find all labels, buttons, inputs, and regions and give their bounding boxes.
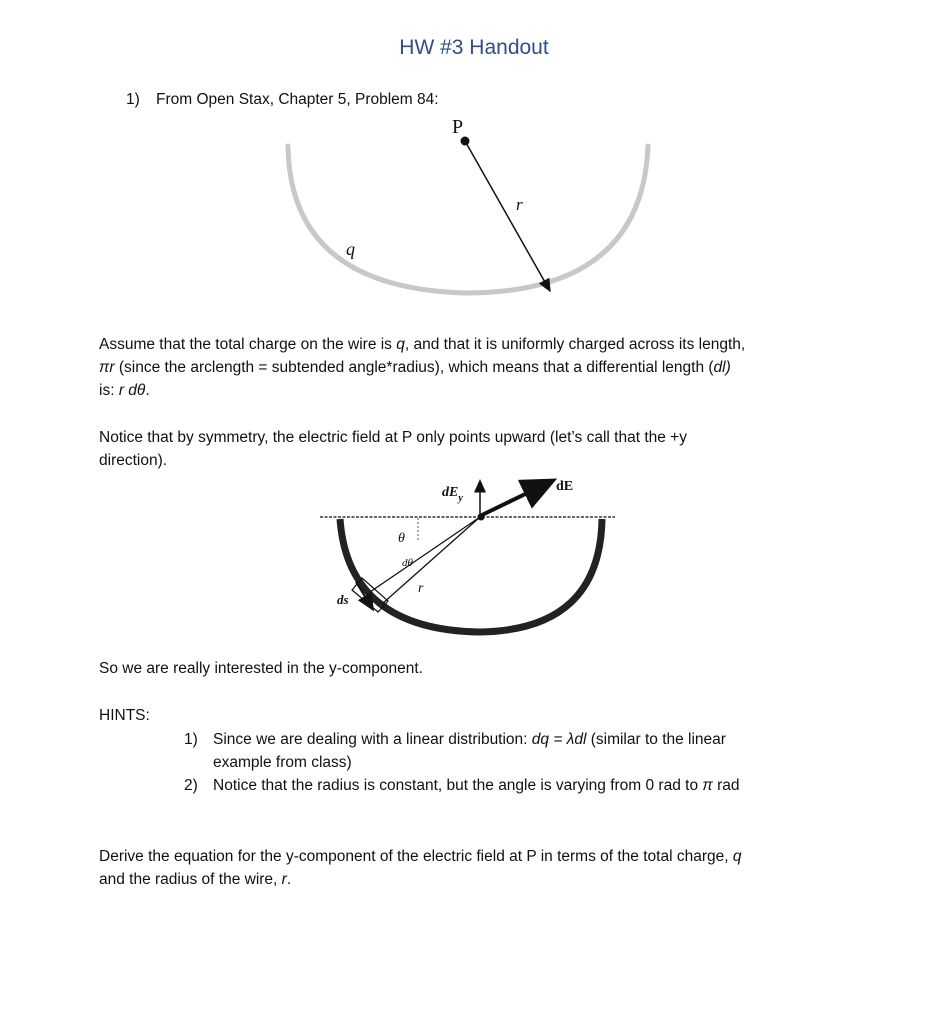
charge-label: q xyxy=(346,239,355,259)
dEy-label: $dE_y$ xyxy=(442,485,463,504)
hint-2-text: Notice that the radius is constant, but the angle is varying from 0 rad to π rad xyxy=(213,777,740,794)
dE-arrow xyxy=(482,482,550,515)
radius-arrow xyxy=(465,141,550,291)
theta-label: θ xyxy=(398,531,405,546)
hint-2-number: 2) xyxy=(184,777,198,794)
radius-line-2 xyxy=(382,517,480,604)
derive-line-1: Derive the equation for the y-component of the electric field at P in terms of the total charge, q xyxy=(99,848,742,865)
problem-heading: From Open Stax, Chapter 5, Problem 84: xyxy=(156,91,439,108)
hint-1-line-1: Since we are dealing with a linear distribution: dq = λdl (similar to the linear xyxy=(213,731,726,748)
figure-semicircle-wire xyxy=(270,108,670,308)
assumption-line-2: πr (since the arclength = subtended angle*radius), which means that a differential length (dl) xyxy=(99,359,731,376)
r-label: r xyxy=(418,581,424,596)
dE-label: dE xyxy=(556,479,574,494)
symmetry-line-1: Notice that by symmetry, the electric field at P only points upward (let’s call that the +y xyxy=(99,429,687,446)
radius-line-1 xyxy=(370,517,480,592)
hint-1-number: 1) xyxy=(184,731,198,748)
charged-wire-arc xyxy=(288,146,648,293)
point-p-dot xyxy=(478,514,485,521)
page-title: HW #3 Handout xyxy=(399,36,549,59)
semicircle-wire xyxy=(340,519,602,632)
hint-1-line-2: example from class) xyxy=(213,754,352,771)
derive-line-2: and the radius of the wire, r. xyxy=(99,871,292,888)
problem-number: 1) xyxy=(126,91,140,108)
ds-label: ds xyxy=(337,592,349,607)
interest-statement: So we are really interested in the y-component. xyxy=(99,660,423,677)
assumption-line-1: Assume that the total charge on the wire is q, and that it is uniformly charged across its length, xyxy=(99,336,746,353)
figure-field-geometry xyxy=(310,470,630,640)
radius-label: r xyxy=(516,195,523,214)
point-p-label: P xyxy=(452,116,464,138)
hints-heading: HINTS: xyxy=(99,707,150,724)
assumption-line-3: is: r dθ. xyxy=(99,382,150,399)
dtheta-label: dθ xyxy=(402,557,413,569)
symmetry-line-2: direction). xyxy=(99,452,168,469)
